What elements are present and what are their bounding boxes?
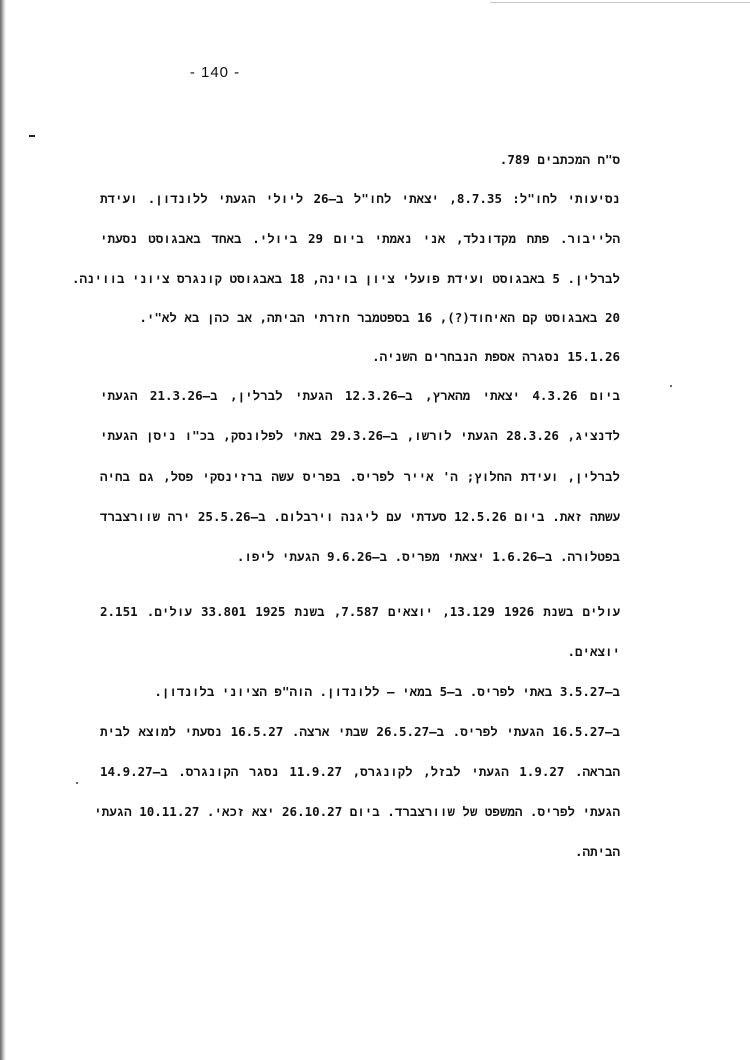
text-line: לברלין, ועידת החלוץ; ה' אייר לפריס. בפריס עשה ברזינסקי פסל, גם בחיה [100,469,620,484]
margin-mark [29,135,35,137]
text-line: עולים בשנת 1926 13.129, יוצאים 7.587, בשנת 1925 33.801 עולים. 2.151 [100,604,620,619]
text-line: הלייבור. פתח מקדונלד, אני נאמתי ביום 29 ביולי. באחד באבגוסט נסעתי [100,231,620,246]
text-line: ב–16.5.27 הגעתי לפריס. ב–26.5.27 שבתי ארצה. 16.5.27 נסעתי למוצא לבית [100,724,620,739]
text-line: הגעתי לפריס. המשפט של שוורצברד. ביום 26.10.27 יצא זכאי. 10.11.27 הגעתי [94,804,620,819]
text-line: הבראה. 1.9.27 הגעתי לבזל, לקונגרס, 11.9.27 נסגר הקונגרס. ב–14.9.27 [100,764,620,779]
text-line: עשתה זאת. ביום 12.5.26 סעדתי עם ליגנה וירבלום. ב–25.5.26 ירה שוורצברד [100,509,620,524]
text-line: ב–3.5.27 באתי לפריס. ב–5 במאי – ללונדון. הוה"פ הציוני בלונדון. [154,684,620,699]
text-line: ביום 4.3.26 יצאתי מהארץ, ב–12.3.26 הגעתי לברלין, ב–21.3.26 הגעתי [100,388,620,403]
text-line: לברלין. 5 באבגוסט ועידת פועלי ציון בוינה, 18 באבגוסט קונגרס ציוני בווינה. [71,271,620,286]
scan-edge [0,0,6,1060]
scan-speck [76,782,78,784]
top-edge-line [490,2,750,3]
text-line: לדנציג, 28.3.26 הגעתי לורשו, ב–29.3.26 באתי לפלונסק, בכ"ו ניסן הגעתי [100,428,620,443]
text-line: ס"ח המכתבים 789. [499,152,620,167]
text-line: נסיעותי לחו"ל: 8.7.35, יצאתי לחו"ל ב–26 ליולי הגעתי ללונדון. ועידת [100,191,620,206]
text-line: יוצאים. [567,644,620,659]
scan-speck [670,385,672,387]
page-number: - 140 - [189,64,241,81]
text-line: הביתה. [574,844,620,859]
text-line: בפטלורה. ב–1.6.26 יצאתי מפריס. ב–9.6.26 הגעתי ליפו. [236,549,620,564]
text-line: 20 באבגוסט קם האיחוד(?), 16 בספטמבר חזרתי הביתה, אב כהן בא לא"י. [139,310,620,325]
text-line: 15.1.26 נסגרה אספת הנבחרים השניה. [372,349,620,364]
